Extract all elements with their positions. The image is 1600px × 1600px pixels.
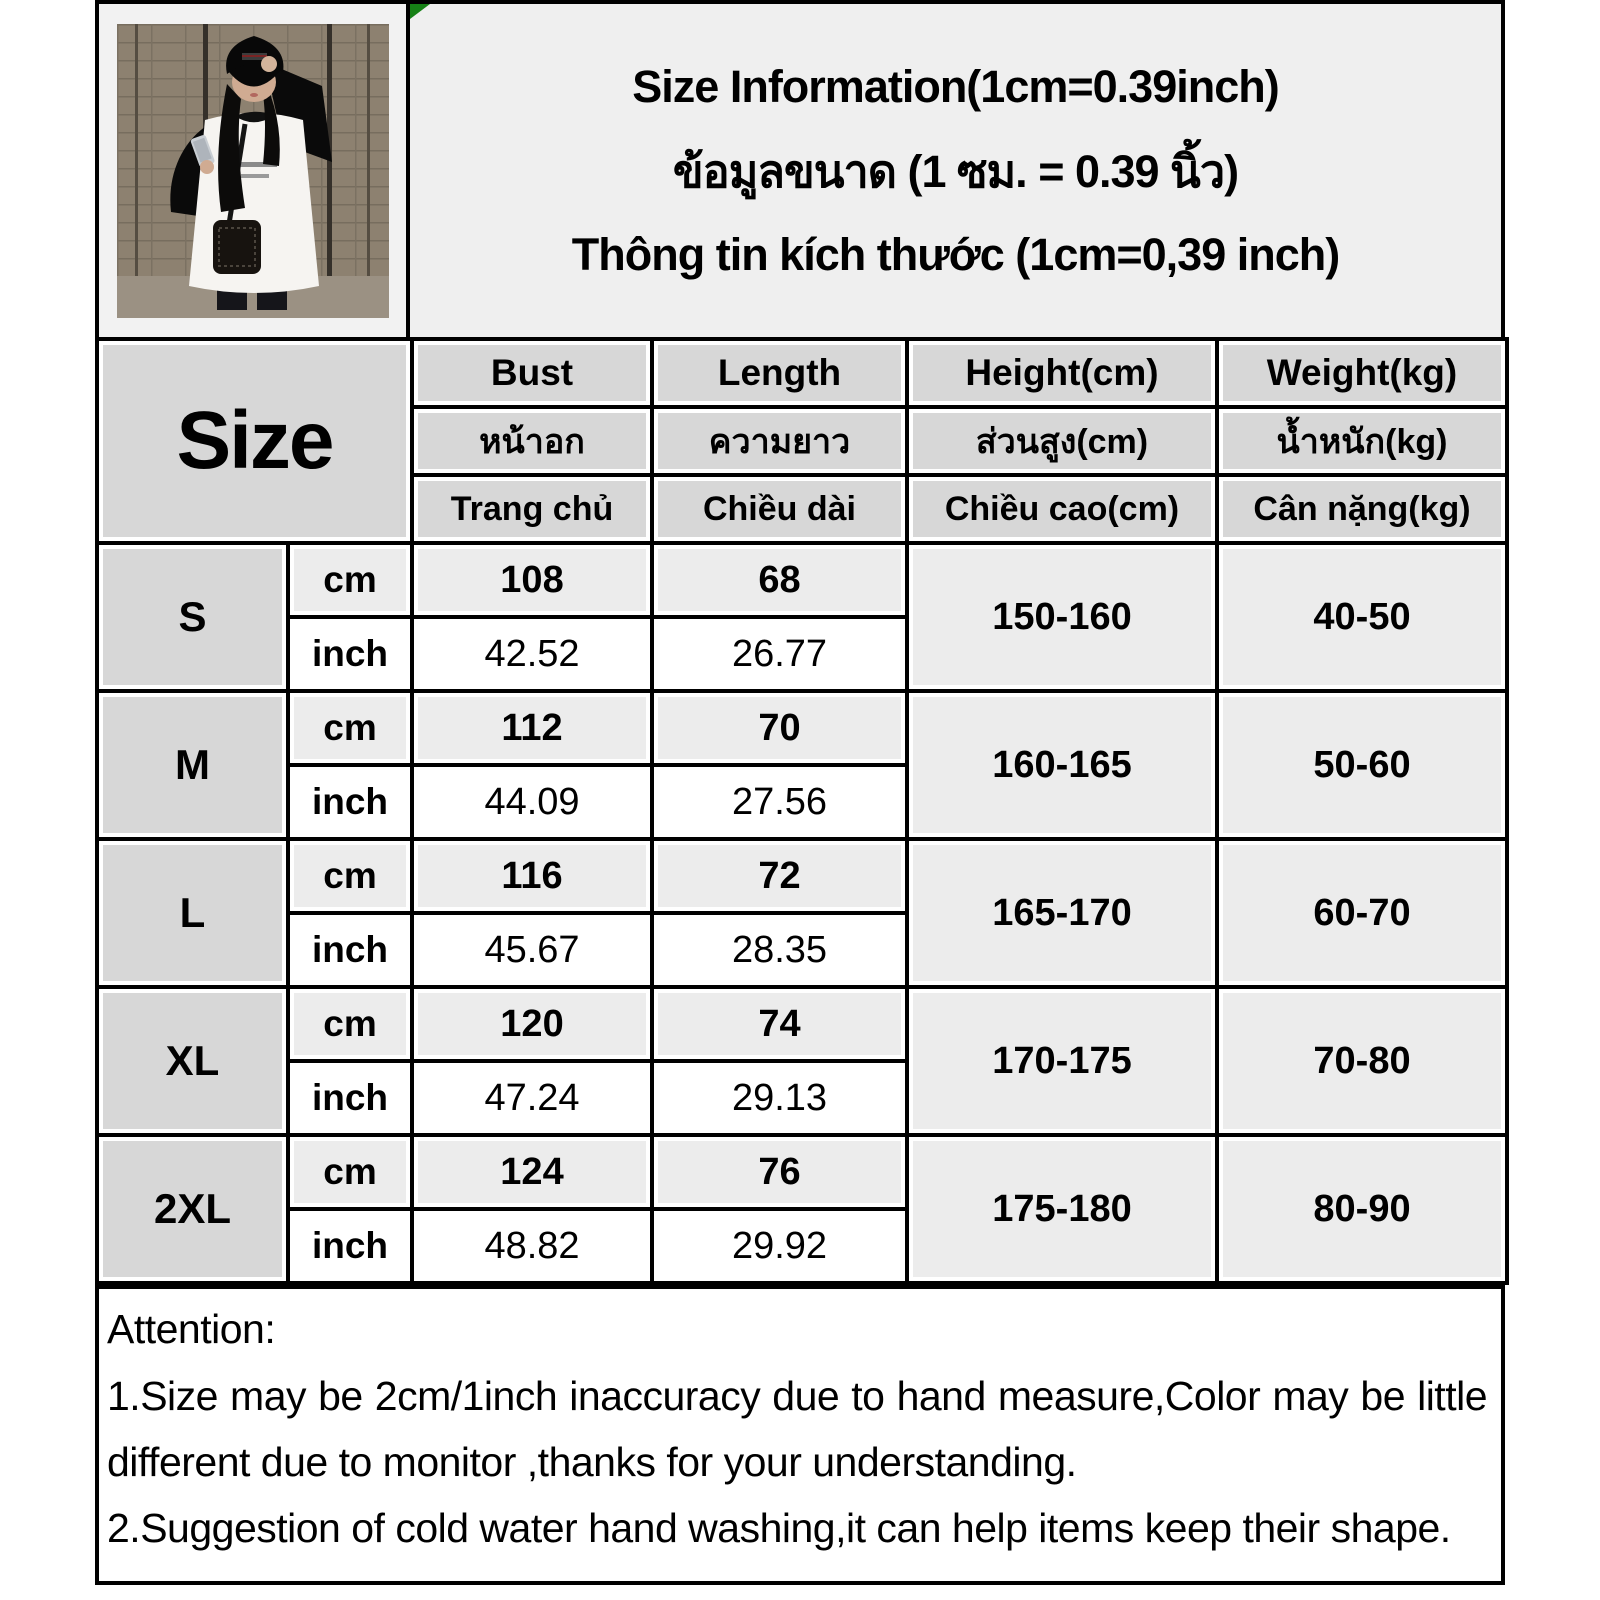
table-row [97, 987, 1507, 1061]
size-header-cell: Size [97, 339, 412, 543]
size-chart-content [95, 0, 1505, 1585]
height-cell: 150-160 [907, 543, 1217, 691]
unit-label-cm: cm [288, 543, 412, 617]
unit-label-inch: inch [288, 765, 412, 839]
bust-cm-cell: 116 [412, 839, 652, 913]
size-table [95, 337, 1509, 1285]
attention-note-2: 2.Suggestion of cold water hand washing,it can help items keep their shape. [107, 1505, 1451, 1552]
length-inch-cell: 29.13 [652, 1061, 907, 1135]
bust-cm-cell: 108 [412, 543, 652, 617]
col-header-length-vi: Chiều dài [652, 475, 907, 543]
col-header-length-th: ความยาว [652, 407, 907, 475]
length-cm-cell: 70 [652, 691, 907, 765]
product-photo [117, 24, 389, 318]
table-row [97, 839, 1507, 913]
unit-label-cm: cm [288, 1135, 412, 1209]
unit-label-cm: cm [288, 987, 412, 1061]
col-header-length-en: Length [652, 339, 907, 407]
unit-label-cm: cm [288, 839, 412, 913]
table-row [97, 1135, 1507, 1209]
size-cell: L [97, 839, 288, 987]
col-header-height-en: Height(cm) [907, 339, 1217, 407]
length-cm-cell: 74 [652, 987, 907, 1061]
size-cell: XL [97, 987, 288, 1135]
height-cell: 160-165 [907, 691, 1217, 839]
bust-inch-cell: 47.24 [412, 1061, 652, 1135]
bust-cm-cell: 120 [412, 987, 652, 1061]
length-cm-cell: 72 [652, 839, 907, 913]
product-photo-cell [99, 4, 410, 337]
weight-cell: 60-70 [1217, 839, 1507, 987]
col-header-bust-en: Bust [412, 339, 652, 407]
header-banner [95, 0, 1505, 341]
height-cell: 175-180 [907, 1135, 1217, 1283]
unit-label-inch: inch [288, 1061, 412, 1135]
table-row [97, 691, 1507, 765]
length-inch-cell: 26.77 [652, 617, 907, 691]
bust-inch-cell: 42.52 [412, 617, 652, 691]
unit-label-cm: cm [288, 691, 412, 765]
table-row [97, 543, 1507, 617]
bust-cm-cell: 112 [412, 691, 652, 765]
attention-box [95, 1285, 1505, 1585]
size-cell: 2XL [97, 1135, 288, 1283]
weight-cell: 50-60 [1217, 691, 1507, 839]
height-cell: 170-175 [907, 987, 1217, 1135]
attention-note-1: 1.Size may be 2cm/1inch inaccuracy due to hand measure,Color may be little different due to monitor ,thanks for your understanding. [107, 1372, 1487, 1485]
col-header-bust-vi: Trang chủ [412, 475, 652, 543]
col-header-bust-th: หน้าอก [412, 407, 652, 475]
col-header-height-vi: Chiều cao(cm) [907, 475, 1217, 543]
weight-cell: 70-80 [1217, 987, 1507, 1135]
length-inch-cell: 29.92 [652, 1209, 907, 1283]
col-header-weight-vi: Cân nặng(kg) [1217, 475, 1507, 543]
header-row-english [97, 339, 1507, 407]
length-cm-cell: 68 [652, 543, 907, 617]
length-inch-cell: 28.35 [652, 913, 907, 987]
length-cm-cell: 76 [652, 1135, 907, 1209]
unit-label-inch: inch [288, 617, 412, 691]
unit-label-inch: inch [288, 1209, 412, 1283]
unit-label-inch: inch [288, 913, 412, 987]
size-cell: S [97, 543, 288, 691]
bust-inch-cell: 48.82 [412, 1209, 652, 1283]
size-cell: M [97, 691, 288, 839]
col-header-height-th: ส่วนสูง(cm) [907, 407, 1217, 475]
title-english: Size Information(1cm=0.39inch) [632, 60, 1279, 112]
weight-cell: 80-90 [1217, 1135, 1507, 1283]
col-header-weight-th: น้ำหนัก(kg) [1217, 407, 1507, 475]
attention-heading: Attention: [107, 1306, 276, 1352]
bust-cm-cell: 124 [412, 1135, 652, 1209]
green-corner-accent [410, 4, 430, 19]
weight-cell: 40-50 [1217, 543, 1507, 691]
title-block [410, 4, 1501, 337]
col-header-weight-en: Weight(kg) [1217, 339, 1507, 407]
bust-inch-cell: 44.09 [412, 765, 652, 839]
bust-inch-cell: 45.67 [412, 913, 652, 987]
length-inch-cell: 27.56 [652, 765, 907, 839]
title-vietnamese: Thông tin kích thước (1cm=0,39 inch) [571, 228, 1340, 280]
height-cell: 165-170 [907, 839, 1217, 987]
title-thai: ข้อมูลขนาด (1 ซม. = 0.39 นิ้ว) [672, 145, 1239, 197]
